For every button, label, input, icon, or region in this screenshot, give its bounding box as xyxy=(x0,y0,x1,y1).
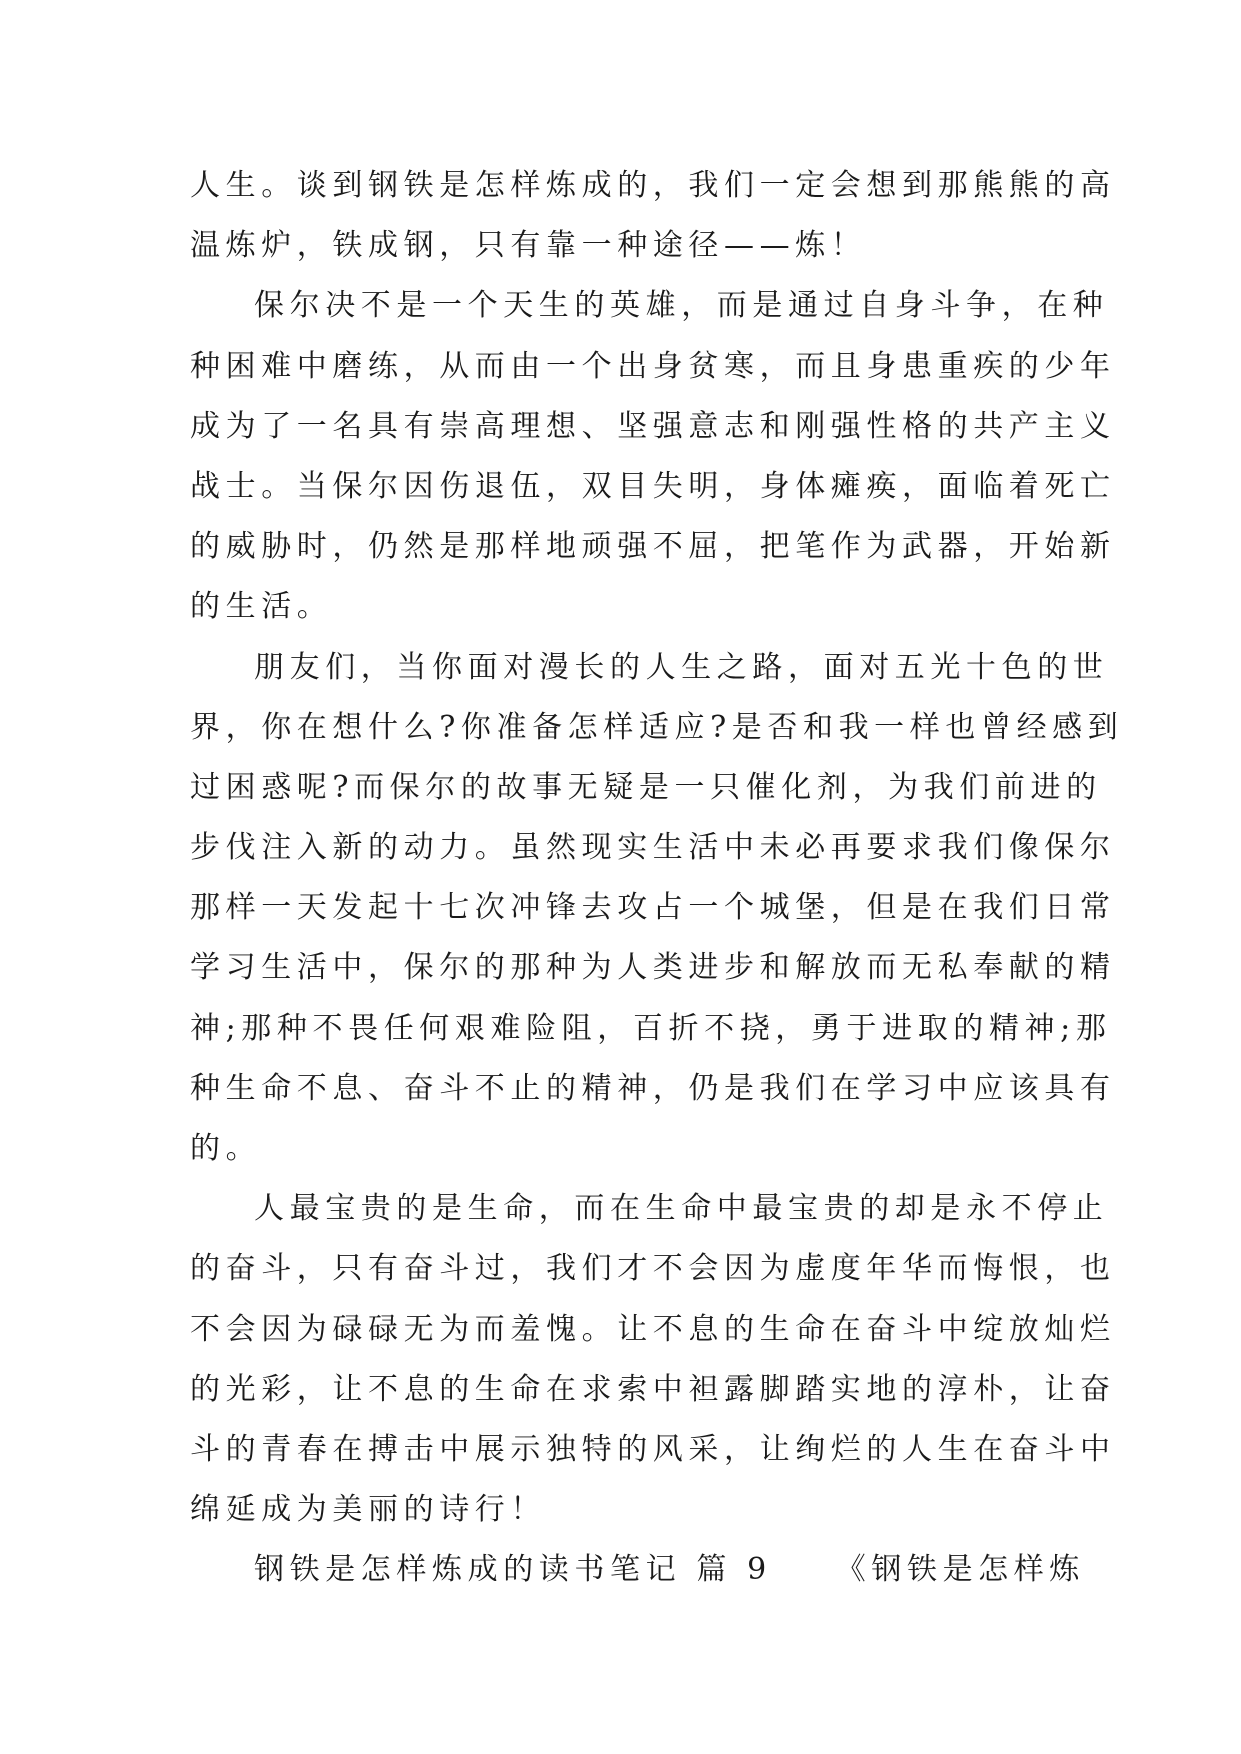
text-line: 人生。谈到钢铁是怎样炼成的，我们一定会想到那熊熊的高 xyxy=(190,168,1116,203)
text-line: 学习生活中，保尔的那种为人类进步和解放而无私奉献的精 xyxy=(190,950,1116,986)
text-line: 战士。当保尔因伤退伍，双目失明，身体瘫痪，面临着死亡 xyxy=(190,468,1116,504)
text-line: 种困难中磨练，从而由一个出身贫寒，而且身患重疾的少年 xyxy=(190,348,1116,384)
text-line: 的光彩，让不息的生命在求索中袒露脚踏实地的淳朴，让奋 xyxy=(190,1371,1116,1407)
text-line: 温炼炉，铁成钢，只有靠一种途径——炼！ xyxy=(190,228,867,264)
paragraph-start-line: 朋友们，当你面对漫长的人生之路，面对五光十色的世 xyxy=(254,649,1109,685)
section-heading-line xyxy=(190,1540,1085,1600)
text-line: 神;那种不畏任何艰难险阻，百折不挠，勇于进取的精神;那 xyxy=(190,1010,1112,1046)
paragraph-start-line: 人最宝贵的是生命，而在生命中最宝贵的却是永不停止 xyxy=(254,1191,1109,1227)
text-line: 的奋斗，只有奋斗过，我们才不会因为虚度年华而悔恨，也 xyxy=(190,1251,1116,1287)
section-heading-continuation: 《钢铁是怎样炼 xyxy=(835,1552,1085,1588)
text-line: 成为了一名具有崇高理想、坚强意志和刚强性格的共产主义 xyxy=(190,408,1116,444)
text-line: 步伐注入新的动力。虽然现实生活中未必再要求我们像保尔 xyxy=(190,830,1116,866)
text-line: 的。 xyxy=(190,1131,262,1166)
text-line: 的生活。 xyxy=(190,589,333,625)
text-line: 过困惑呢?而保尔的故事无疑是一只催化剂，为我们前进的 xyxy=(190,769,1102,805)
text-line: 界，你在想什么?你准备怎样适应?是否和我一样也曾经感到 xyxy=(190,709,1124,745)
text-line: 不会因为碌碌无为而羞愧。让不息的生命在奋斗中绽放灿烂 xyxy=(190,1311,1116,1347)
body-text xyxy=(190,156,1124,1601)
section-heading-title: 钢铁是怎样炼成的读书笔记 篇 9 xyxy=(254,1552,772,1588)
paragraph-start-line: 保尔决不是一个天生的英雄，而是通过自身斗争，在种 xyxy=(254,288,1109,324)
text-line: 的威胁时，仍然是那样地顽强不屈，把笔作为武器，开始新 xyxy=(190,529,1116,565)
text-line: 种生命不息、奋斗不止的精神，仍是我们在学习中应该具有 xyxy=(190,1070,1116,1106)
text-line: 绵延成为美丽的诗行！ xyxy=(190,1492,546,1528)
text-line: 那样一天发起十七次冲锋去攻占一个城堡，但是在我们日常 xyxy=(190,890,1116,926)
text-line: 斗的青春在搏击中展示独特的风采，让绚烂的人生在奋斗中 xyxy=(190,1431,1116,1467)
